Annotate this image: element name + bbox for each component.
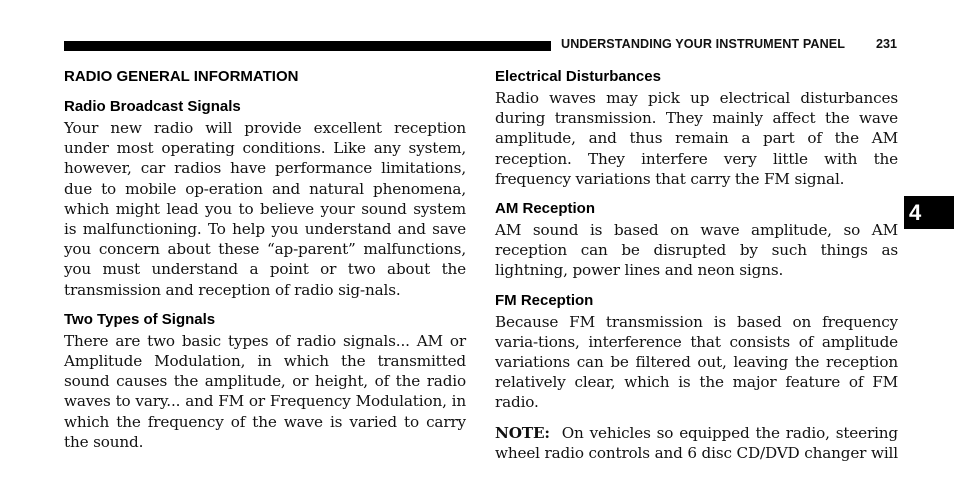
subheading-two-types: Two Types of Signals xyxy=(64,310,216,328)
chapter-tab xyxy=(904,196,954,229)
paragraph-broadcast-signals: Your new radio will provide excellent reception under most operating conditions. Like any system, however, car radios have performance limitations, due to mobile op-eration and natural phenomena, which might lead you to believe your sound system is malfunctioning. To help you understand and save you concern about these “ap-parent” malfunctions, you must understand a point or two about the transmission and reception of radio sig-nals. xyxy=(64,119,466,299)
paragraph-two-types: There are two basic types of radio signals... AM or Amplitude Modulation, in which the transmitted sound causes the amplitude, or height, of the radio waves to vary... and FM or Frequency Modulation, in which the frequency of the wave is varied to carry the sound. xyxy=(64,331,466,451)
note-paragraph xyxy=(495,423,898,463)
subheading-electrical-disturbances: Electrical Disturbances xyxy=(495,68,661,85)
page-number: 231 xyxy=(876,37,898,51)
chapter-tab-number: 4 xyxy=(909,199,922,225)
paragraph-fm-reception: Because FM transmission is based on frequency varia-tions, interference that consists of amplitude variations can be filtered out, leaving the reception relatively clear, which is the major feature of FM radio. xyxy=(495,312,898,412)
note-text: On vehicles so equipped the radio, steering wheel radio controls and 6 disc CD/DVD changer will xyxy=(495,423,898,462)
right-column xyxy=(495,67,898,473)
subheading-am-reception: AM Reception xyxy=(495,200,596,218)
section-title: RADIO GENERAL INFORMATION xyxy=(64,68,299,85)
subheading-broadcast-signals: Radio Broadcast Signals xyxy=(64,98,241,115)
paragraph-electrical-disturbances: Radio waves may pick up electrical disturbances during transmission. They mainly affect the wave amplitude, and thus remain a part of the AM reception. They interfere very little with the frequency variations that carry the FM signal. xyxy=(495,89,898,188)
running-head: UNDERSTANDING YOUR INSTRUMENT PANEL xyxy=(561,37,846,51)
note-label: NOTE: xyxy=(495,423,550,442)
header-rule-bar xyxy=(64,41,551,51)
subheading-fm-reception: FM Reception xyxy=(495,291,594,309)
paragraph-am-reception: AM sound is based on wave amplitude, so AM reception can be disrupted by such things as lightning, power lines and neon signs. xyxy=(495,221,898,280)
left-column xyxy=(64,67,466,462)
